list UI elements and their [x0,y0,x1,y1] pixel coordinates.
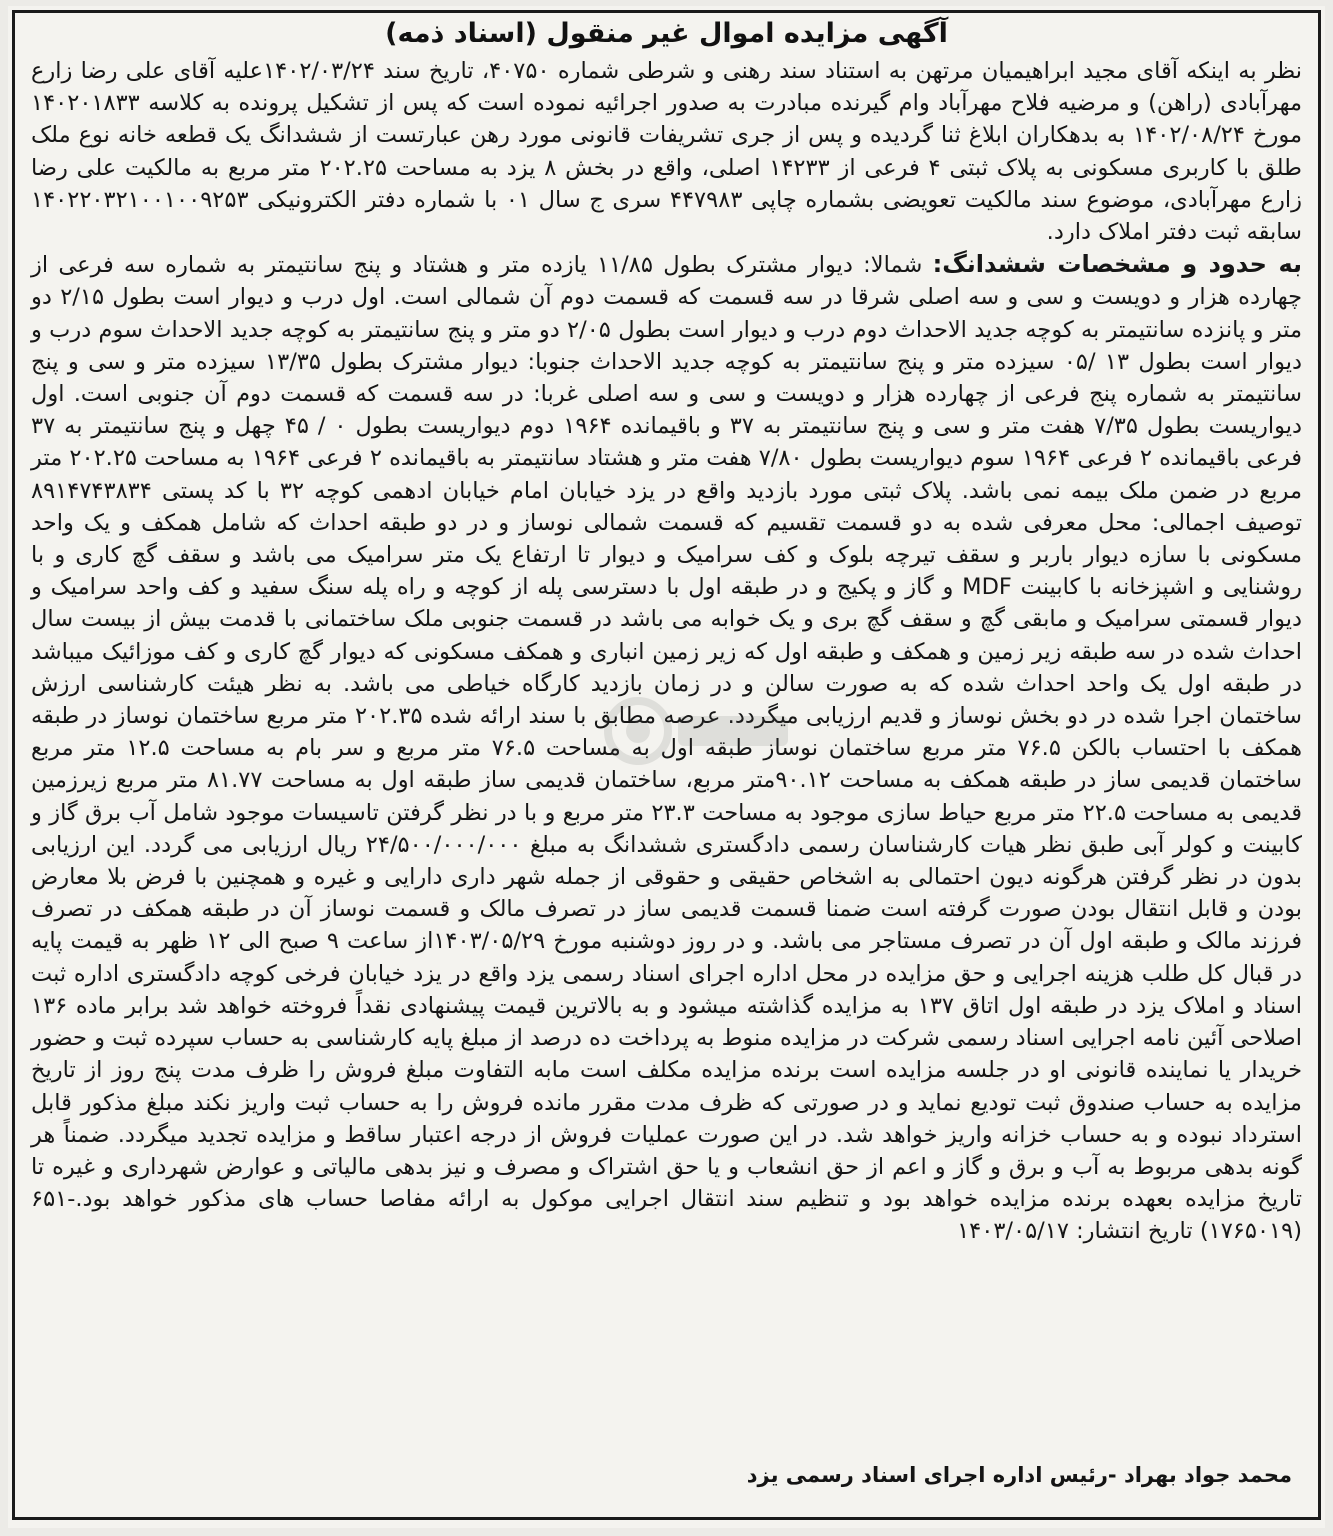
newspaper-clipping [8,6,1325,1528]
intro-paragraph: نظر به اینکه آقای مجید ابراهیمیان مرتهن به استناد سند رهنی و شرطی شماره ۴۰۷۵۰، تاریخ سند ۱۴۰۲/۰۳/۲۴علیه آقای علی رضا زارع مهرآبادی (راهن) و مرضیه فلاح مهرآباد وام گیرنده مبادرت به صدور اجرائیه نموده است که پس از تشکیل پرونده به کلاسه ۱۴۰۲۰۱۸۳۳ مورخ ۱۴۰۲/۰۸/۲۴ به بدهکاران ابلاغ ثنا گردیده و پس از جری تشریفات قانونی مورد رهن عبارتست از ششدانگ یک قطعه خانه نوع ملک طلق با کاربری مسکونی به پلاک ثبتی ۴ فرعی از ۱۴۲۳۳ اصلی، واقع در بخش ۸ یزد به مساحت ۲۰۲.۲۵ متر مربع به مالکیت علی رضا زارع مهرآبادی، موضوع سند مالکیت تعویضی بشماره چاپی ۴۴۷۹۸۳ سری ج سال ۰۱ با شماره دفتر الکترونیکی ۱۴۰۲۲۰۳۲۱۰۰۱۰۰۹۲۵۳ سابقه ثبت دفتر املاک دارد. [31,58,1303,246]
watermark-logo-icon [598,686,798,776]
notice-title: آگهی مزایده اموال غیر منقول (اسناد ذمه) [385,18,948,49]
bounds-text: شمالا: دیوار مشترک بطول ۱۱/۸۵ یازده متر و هشتاد و پنج سانتیمتر به شماره سه فرعی از چهارده هزار و دویست و سی و سه اصلی شرقا در سه قسمت که قسمت دوم آن شمالی است. اول درب و دیوار است بطول ۲/۱۵ دو متر و پانزده سانتیمتر به کوچه جدید الاحداث دوم درب و دیوار است بطول ۲/۰۵ دو متر و پنج سانتیمتر به کوچه جدید الاحداث سوم درب و دیوار است بطول ۱۳ /۰۵ سیزده متر و پنج سانتیمتر به کوچه جدید الاحداث جنوبا: دیوار مشترک بطول ۱۳/۳۵ سیزده متر و سی و پنج سانتیمتر به شماره پنج فرعی از چهارده هزار و دویست و سی و سه اصلی غربا: در سه قسمت که قسمت دوم آن جنوبی است. اول دیواریست بطول ۷/۳۵ هفت متر و سی و پنج سانتیمتر به ۳۷ و باقیمانده ۱۹۶۴ دوم دیواریست بطول ۰ / ۴۵ چهل و پنج سانتیمتر به ۳۷ فرعی باقیمانده ۲ فرعی ۱۹۶۴ سوم دیواریست بطول ۷/۸۰ هفت متر و هشتاد سانتیمتر به باقیمانده ۲ فرعی ۱۹۶۴ به مساحت ۲۰۲.۲۵ متر مربع در ضمن ملک بیمه نمی باشد. پلاک ثبتی مورد بازدید واقع در یزد خیابان امام خیابان ادهمی کوچه ۳۲ با کد پستی ۸۹۱۴۷۴۳۸۳۴ توصیف اجمالی: محل معرفی شده به دو قسمت تقسیم که قسمت شمالی نوساز و در دو طبقه احداث که شامل همکف و یک واحد مسکونی با سازه دیوار باربر و سقف تیرچه بلوک و کف سرامیک و دیوار تا ارتفاع یک متر سرامیک می باشد و سقف گچ کاری و با روشنایی و اشپزخانه با کابینت MDF و گاز و پکیج و در طبقه اول با دسترسی پله از کوچه و راه پله سنگ سفید و کف واحد سرامیک و دیوار قسمتی سرامیک و مابقی گچ و سقف گچ بری و یک خوابه می باشد در قسمت جنوبی ملک ساختمانی با قدمت بیش از بیست سال احداث شده در سه طبقه زیر زمین و همکف و طبقه اول که زیر زمین انباری و همکف مسکونی که دیوار گچ کاری و کف موزائیک میباشد در طبقه اول یک واحد احداث شده که به صورت سالن و در زمان بازدید کارگاه خیاطی می باشد. به نظر هیئت کارشناسی ارزش ساختمان اجرا شده در دو بخش نوساز و قدیم ارزیابی میگردد. عرصه مطابق با سند ارائه شده ۲۰۲.۳۵ متر مربع ساختمان نوساز در طبقه همکف با احتساب بالکن ۷۶.۵ متر مربع ساختمان نوساز طبقه اول به مساحت ۷۶.۵ متر مربع و سر بام به مساحت ۱۲.۵ متر مربع ساختمان قدیمی ساز در طبقه همکف به مساحت ۹۰.۱۲متر مربع، ساختمان قدیمی ساز طبقه اول به مساحت ۸۱.۷۷ متر مربع زیرزمین قدیمی به مساحت ۲۲.۵ متر مربع حیاط سازی موجود به مساحت ۲۳.۳ متر مربع و با در نظر گرفتن تاسیسات موجود شامل آب برق گاز و کابینت و کولر آبی طبق نظر هیات کارشناسان رسمی دادگستری ششدانگ به مبلغ ۲۴/۵۰۰/۰۰۰/۰۰۰ ریال ارزیابی می گردد. این ارزیابی بدون در نظر گرفتن هرگونه دیون احتمالی به اشخاص حقیقی و حقوقی از جمله شهر داری دارایی و غیره و همچنین با فرض بلا معارض بودن و قابل انتقال بودن صورت گرفته است ضمنا قسمت قدیمی ساز در تصرف مالک و قسمت نوساز آن در طبقه همکف در تصرف فرزند مالک و طبقه اول آن در تصرف مستاجر می باشد. و در روز دوشنبه مورخ ۱۴۰۳/۰۵/۲۹از ساعت ۹ صبح الی ۱۲ ظهر به قیمت پایه در قبال کل طلب هزینه اجرایی و حق مزایده در محل اداره اجرای اسناد رسمی یزد واقع در یزد خیابان فرخی کوچه دادگستری اداره ثبت اسناد و املاک یزد در طبقه اول اتاق ۱۳۷ به مزایده گذاشته میشود و به بالاترین قیمت پیشنهادی نقداً فروخته خواهد شد برابر ماده ۱۳۶ اصلاحی آئین نامه اجرایی اسناد رسمی شرکت در مزایده منوط به پرداخت ده درصد از مبلغ پایه کارشناسی به حساب سپرده ثبت و حضور خریدار یا نماینده قانونی او در جلسه مزایده است برنده مزایده مکلف است مابه التفاوت مبلغ فروش را ظرف مدت پنج روز از تاریخ مزایده به حساب صندوق ثبت تودیع نماید و در صورتی که ظرف مدت مقرر مانده فروش را به حساب ثبت واریز نکند مبلغ مذکور قابل استرداد نبوده و به حساب خزانه واریز خواهد شد. در این صورت عملیات فروش از درجه اعتبار ساقط و مزایده تجدید میگردد. ضمناً هر گونه بدهی مربوط به آب و برق و گاز و اعم از حق انشعاب و یا حق اشتراک و مصرف و نیز بدهی مالیاتی و عوارض شهرداری و غیره تا تاریخ مزایده بعهده برنده مزایده خواهد بود و تنظیم سند انتقال اجرایی موکول به ارائه مفاصا حساب های مذکور خواهد بود.-۶۵۱ (۱۷۶۵۰۱۹) تاریخ انتشار: ۱۴۰۳/۰۵/۱۷ [31,252,1303,1245]
signature-line: محمد جواد بهراد -رئیس اداره اجرای اسناد رسمی یزد [746,1463,1292,1487]
notice-body [31,55,1302,1248]
bounds-heading: به حدود و مشخصات ششدانگ: [932,250,1303,279]
